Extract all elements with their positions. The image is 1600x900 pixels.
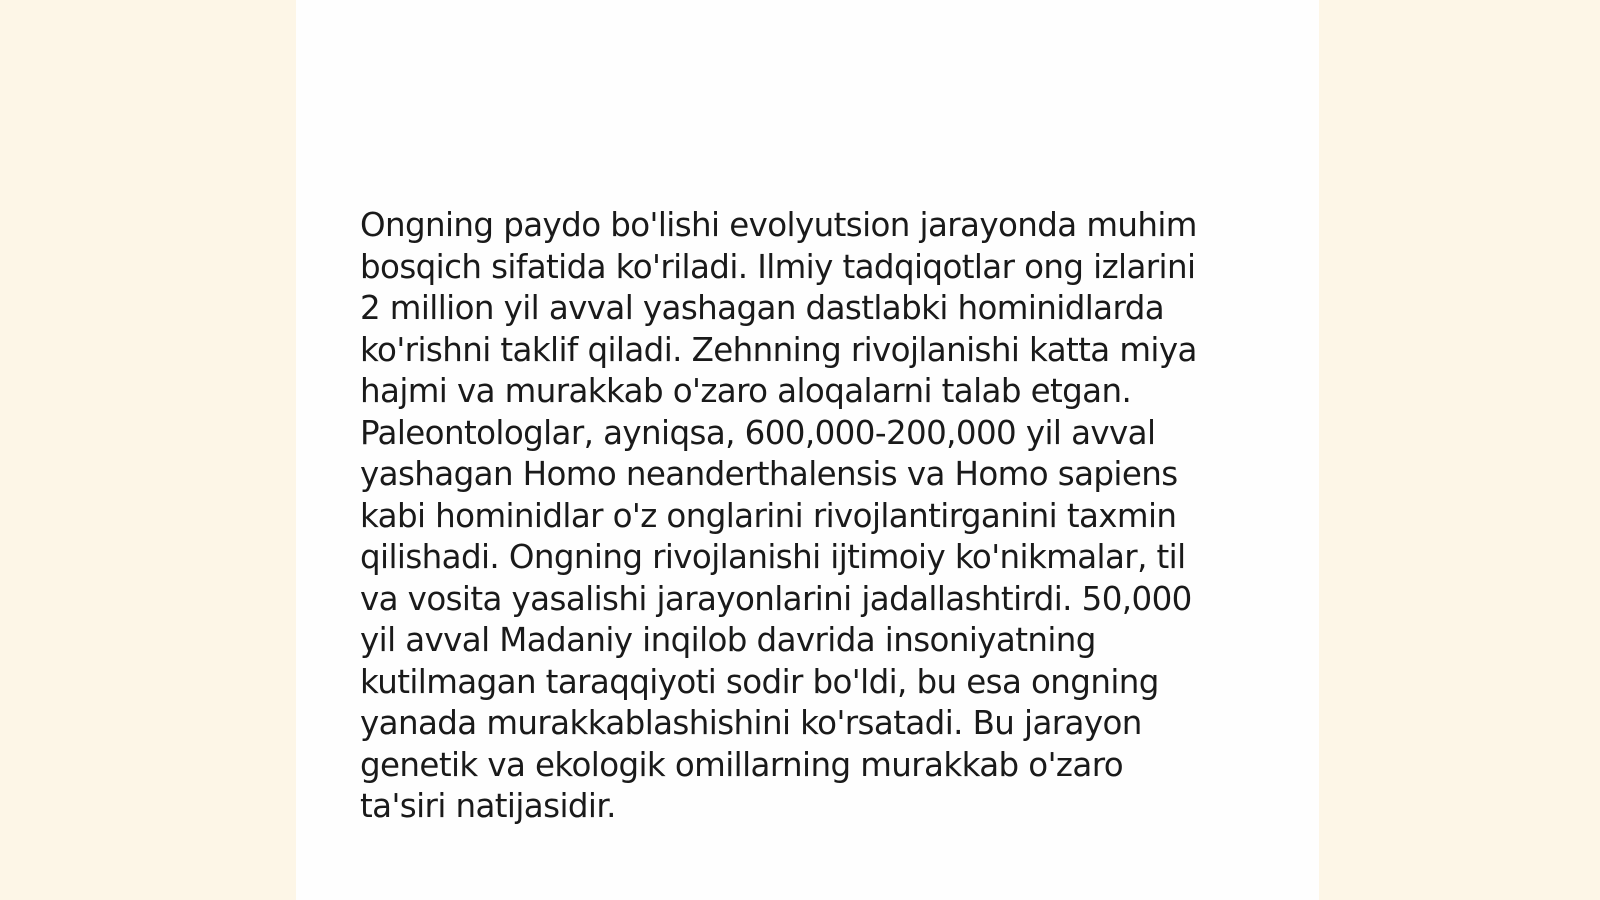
paragraph-line: Paleontologlar, ayniqsa, 600,000-200,000 yil avval: [360, 413, 1156, 452]
paragraph-line: ko'rishni taklif qiladi. Zehnning rivojlanishi katta miya: [360, 330, 1197, 369]
paragraph-line: Ongning paydo bo'lishi evolyutsion jarayonda muhim: [360, 206, 1197, 244]
paragraph-line: qilishadi. Ongning rivojlanishi ijtimoiy ko'nikmalar, til: [360, 538, 1186, 576]
paragraph-line: bosqich sifatida ko'riladi. Ilmiy tadqiqotlar ong izlarini: [360, 247, 1196, 286]
document-page: [296, 0, 1319, 900]
body-paragraph: [360, 205, 1260, 828]
paragraph-line: hajmi va murakkab o'zaro aloqalarni talab etgan.: [360, 372, 1132, 410]
paragraph-line: genetik va ekologik omillarning murakkab o'zaro: [360, 745, 1124, 784]
paragraph-line: ta'siri natijasidir.: [360, 787, 616, 825]
paragraph-line: yil avval Madaniy inqilob davrida insoniyatning: [360, 621, 1096, 659]
paragraph-line: kutilmagan taraqqiyoti sodir bo'ldi, bu esa ongning: [360, 662, 1159, 701]
paragraph-line: yanada murakkablashishini ko'rsatadi. Bu jarayon: [360, 704, 1142, 742]
paragraph-line: va vosita yasalishi jarayonlarini jadallashtirdi. 50,000: [360, 579, 1192, 618]
paragraph-line: 2 million yil avval yashagan dastlabki hominidlarda: [360, 289, 1165, 327]
paragraph-line: kabi hominidlar o'z onglarini rivojlantirganini taxmin: [360, 496, 1177, 535]
paragraph-line: yashagan Homo neanderthalensis va Homo sapiens: [360, 455, 1178, 493]
